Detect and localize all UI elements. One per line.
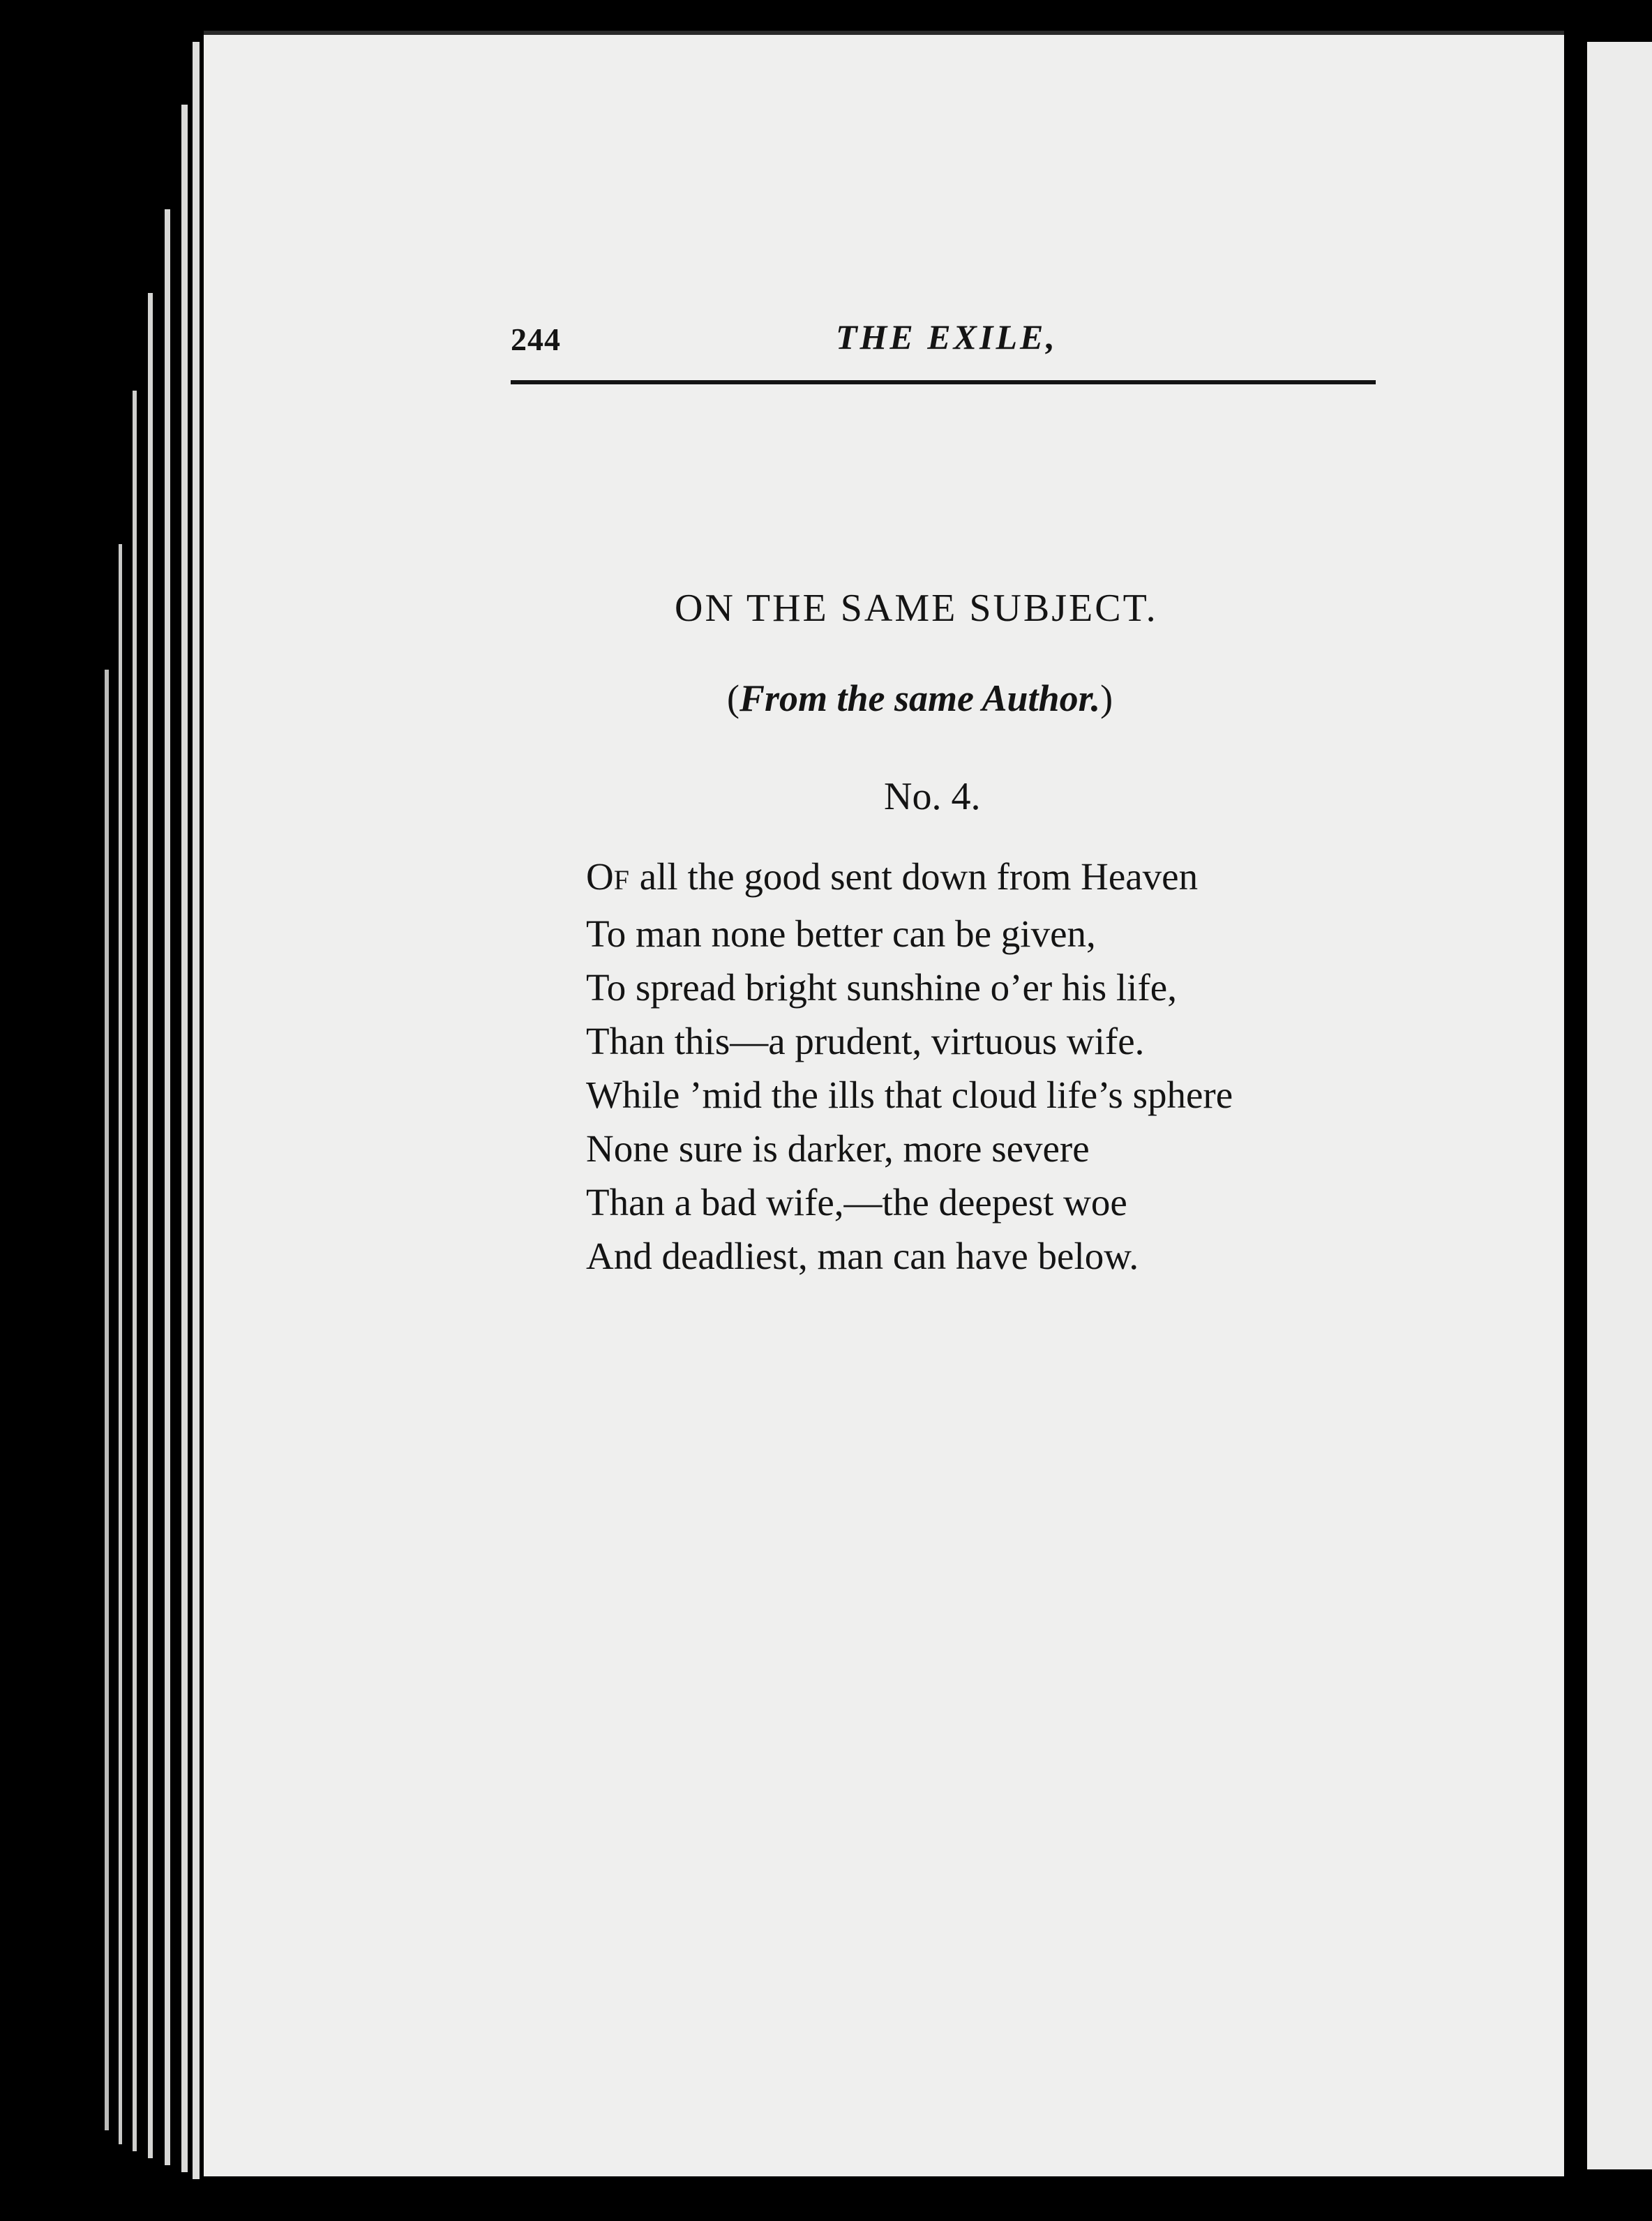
book-page: [204, 31, 1564, 2176]
page-edge: [193, 42, 200, 2179]
page-edge: [148, 293, 153, 2158]
verse-line: And deadliest, man can have below.: [586, 1235, 1139, 1277]
attribution-paren-open: (: [727, 677, 739, 719]
verse-line: Than this—a prudent, virtuous wife.: [586, 1020, 1145, 1062]
verse-line: None sure is darker, more severe: [586, 1127, 1090, 1170]
verse-line-text: all the good sent down from Heaven: [629, 855, 1199, 898]
poem-verse: [586, 850, 1233, 1283]
header-rule: [511, 380, 1376, 384]
page-edge: [133, 391, 137, 2151]
attribution-paren-close: ): [1100, 677, 1113, 719]
attribution-text: From the same Author.: [739, 677, 1101, 719]
verse-line: While ’mid the ills that cloud life’s sphere: [586, 1074, 1233, 1116]
poem-attribution: [727, 677, 1113, 720]
poem-title: ON THE SAME SUBJECT.: [675, 587, 1158, 630]
page-edge: [181, 105, 188, 2172]
verse-initial-smallcap: F: [613, 864, 630, 896]
page-edge: [105, 670, 109, 2130]
verse-line: [586, 850, 1233, 907]
page-number: 244: [511, 322, 561, 357]
poem-number: No. 4.: [884, 775, 981, 818]
page-edge: [119, 544, 122, 2144]
page-edge: [165, 209, 170, 2165]
running-title: THE EXILE,: [836, 317, 1058, 356]
running-head: [511, 317, 1376, 370]
verse-line: To man none better can be given,: [586, 912, 1096, 955]
verse-initial: O: [586, 855, 614, 898]
verse-line: Than a bad wife,—the deepest woe: [586, 1181, 1127, 1224]
verse-line: To spread bright sunshine o’er his life,: [586, 966, 1177, 1009]
facing-page-edge: [1587, 42, 1652, 2169]
